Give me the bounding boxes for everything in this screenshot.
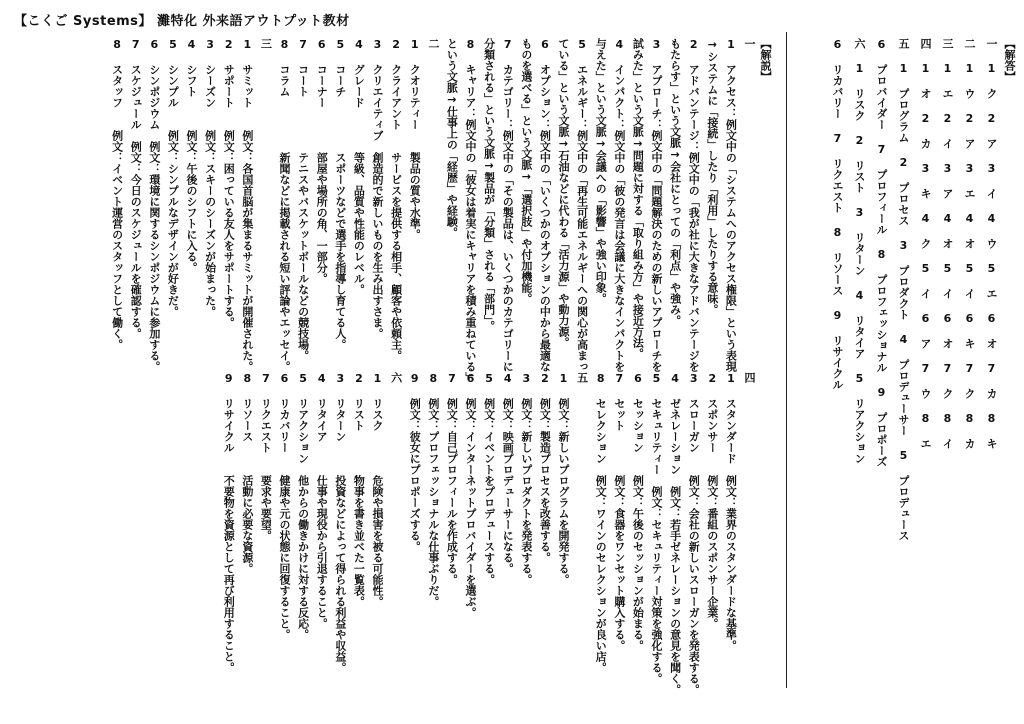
commentary-column: 6 リカバリー 健康や元の状態に回復すること。 [278,372,291,640]
commentary-column: 三 [259,38,273,49]
commentary-column: 4 リタイア 仕事や現役から引退すること。 [315,372,329,629]
commentary-column: 六 [389,372,403,383]
commentary-column: 2 アドバンテージ：例文中の「我が社に大きなアドバンテージを [687,38,701,372]
commentary-column: 5 例文：イベントをプロデュースする。 [482,372,496,585]
commentary-column: 1 アクセス：例文中の「システムへのアクセス権限」という表現 [724,38,738,372]
commentary-column: 6 オプション：例文中の「いくつかのオプションの中から最適な [538,38,552,372]
commentary-column: 6 コーナー 部屋や場所の角、一部分。 [315,38,329,284]
commentary-column: 2 スポンサー 例文：番組のスポンサー企業。 [705,372,719,629]
commentary-column: 6 シンポジウム 例文：環境に関するシンポジウムに参加する。 [147,38,161,372]
commentary-column: 7 例文：自己プロフィールを作成する。 [445,372,459,585]
commentary-column: 6 セッション 例文：午後のセッションが始まる。 [631,372,645,651]
commentary-column: 8 例文：プロフェッショナルな仕事ぶりだ。 [426,372,440,607]
commentary-column: 2 リスト 物事を書き並べた一覧表。 [352,372,366,607]
commentary-column: 1 例文：新しいプログラムを開発する。 [557,372,570,585]
commentary-column: 5 シンプル 例文：シンプルなデザインが好きだ。 [166,38,180,317]
answer-column: 6 リカバリー 7 リクエスト 8 リソース 9 リサイクル [831,38,844,390]
answers-heading: 【解答】 [1003,38,1016,82]
commentary-column: 8 スタッフ 例文：イベント運営のスタッフとして働く。 [110,38,124,350]
commentary-column: 5 セキュリティー 例文：セキュリティー対策を強化する。 [650,372,663,684]
commentary-column: 分類される」という文脈→製品が「分類」される「部門」。 [482,38,496,332]
commentary-column: 4 シフト 例文：午後のシフトに入る。 [185,38,198,273]
commentary-column: 7 コート テニスやバスケットボールなどの競技場。 [296,38,310,361]
commentary-column: 7 リクエスト 要求や要望。 [259,372,273,541]
commentary-column: 4 グレード 等級、品質や性能のレベル。 [352,38,366,295]
commentary-column: 3 アプローチ：例文中の「問題解決のための新しいアプローチを [650,38,663,372]
section-divider [786,32,787,688]
commentary-column: 5 エネルギー：例文中の「再生可能エネルギーへの関心が高まっ [575,38,589,372]
commentary-column: 8 セレクション 例文：ワインのセレクションが良い店。 [594,372,608,673]
commentary-column: 4 ゼネレーション 例文：若手ゼネレーションの意見を聞く。 [668,372,682,695]
commentary-heading: 【解説】 [759,38,772,82]
commentary-column: 2 サポート 例文：困っている友人をサポートする。 [222,38,236,328]
commentary-column: 3 スローガン 例文：会社の新しいスローガンを発表する。 [687,372,701,695]
commentary-column: もたらす」という文脈→会社にとっての「利点」や強み。 [668,38,682,326]
commentary-column: という文脈→仕事上の「経歴」や経験。 [445,38,459,238]
commentary-column: 1 クオリティー 製品の質や水準。 [408,38,422,240]
commentary-column: 3 例文：新しいプロダクトを発表する。 [519,372,533,585]
commentary-column: 4 インパクト：例文中の「彼の発言は会議に大きなインパクトを [612,38,626,372]
commentary-column: 6 例文：インターネットプロバイダーを選ぶ。 [464,372,477,618]
commentary-column: 5 コーチ スポーツなどで選手を指導し育てる人。 [333,38,347,350]
commentary-column: 8 キャリア：例文中の「彼女は着実にキャリアを積み重ねている」 [464,38,477,383]
answer-column: 一 1 ク 2 ア 3 イ 4 ウ 5 エ 6 オ 7 カ 8 キ [985,38,998,449]
commentary-column: 五 [575,372,589,383]
answer-column: 6 プロバイダー 7 プロフィール 8 プロフェッショナル 9 プロポーズ [875,38,888,467]
commentary-column: 1 サミット 例文：各国首脳が集まるサミットが開催された。 [240,38,254,372]
commentary-column: 4 例文：映画プロデューサーになる。 [501,372,515,574]
commentary-column: 1 スタンダード 例文：業界のスタンダードな基準。 [724,372,738,651]
commentary-column: 2 例文：製造プロセスを改善する。 [538,372,552,563]
commentary-column: ている」という文脈→石油などに代わる「活力源」や動力源。 [557,38,570,348]
page-header: 【こくご Systems】 灘特化 外来語アウトプット教材 [14,14,350,29]
commentary-column: 二 [426,38,440,49]
commentary-column: 7 スケジュール 例文：今日のスケジュールを確認する。 [129,38,143,339]
commentary-column: 5 リアクション 他からの働きかけに対する反応。 [296,372,310,640]
commentary-column: 8 コラム 新聞などに掲載される短い評論やエッセイ。 [278,38,291,372]
commentary-column: 3 クリエイティブ 創造的で新しいものを生み出すさま。 [371,38,384,339]
commentary-column: 一 [743,38,756,49]
answer-column: 六 1 リスク 2 リスト 3 リターン 4 リタイア 5 リアクション [853,38,866,464]
commentary-column: 1 リスク 危険や損害を被る可能性。 [371,372,384,607]
commentary-column: 2 クライアント サービスを提供する相手、顧客や依頼主。 [389,38,403,361]
commentary-column: ものを選べる」という文脈→「選択肢」や付加機能。 [519,38,533,304]
commentary-column: 9 リサイクル 不要物を資源として再び利用すること。 [222,372,236,673]
commentary-column: 7 カテゴリー：例文中の「その製品は、いくつかのカテゴリーに [501,38,515,372]
commentary-column: 8 リソース 活動に必要な資源。 [240,372,254,574]
commentary-column: 7 セット 例文：食器をワンセット購入する。 [612,372,626,651]
commentary-column: 四 [743,372,756,383]
answer-column: 四 1 オ 2 カ 3 キ 4 ク 5 イ 6 ア 7 ウ 8 エ [919,38,932,449]
commentary-column: 3 シーズン 例文：スキーのシーズンが始まった。 [203,38,217,317]
commentary-column: →システムに「接続」したり「利用」したりする意味。 [705,38,719,315]
answer-column: 二 1 ウ 2 ア 3 エ 4 オ 5 イ 6 キ 7 ク 8 カ [963,38,976,449]
answer-column: 五 1 プログラム 2 プロセス 3 プロダクト 4 プロデューサー 5 プロデュース [897,38,910,541]
commentary-column: 与えた」という文脈→会議への「影響」や強い印象。 [594,38,608,304]
answer-column: 三 1 エ 2 イ 3 ア 4 オ 5 イ 6 オ 7 ク 8 イ [941,38,954,449]
commentary-column: 試みた」という文脈→問題に対する「取り組み方」や接近方法。 [631,38,645,359]
commentary-column: 3 リターン 投資などによって得られる利益や収益。 [333,372,347,673]
commentary-column: 9 例文：彼女にプロポーズする。 [408,372,422,552]
